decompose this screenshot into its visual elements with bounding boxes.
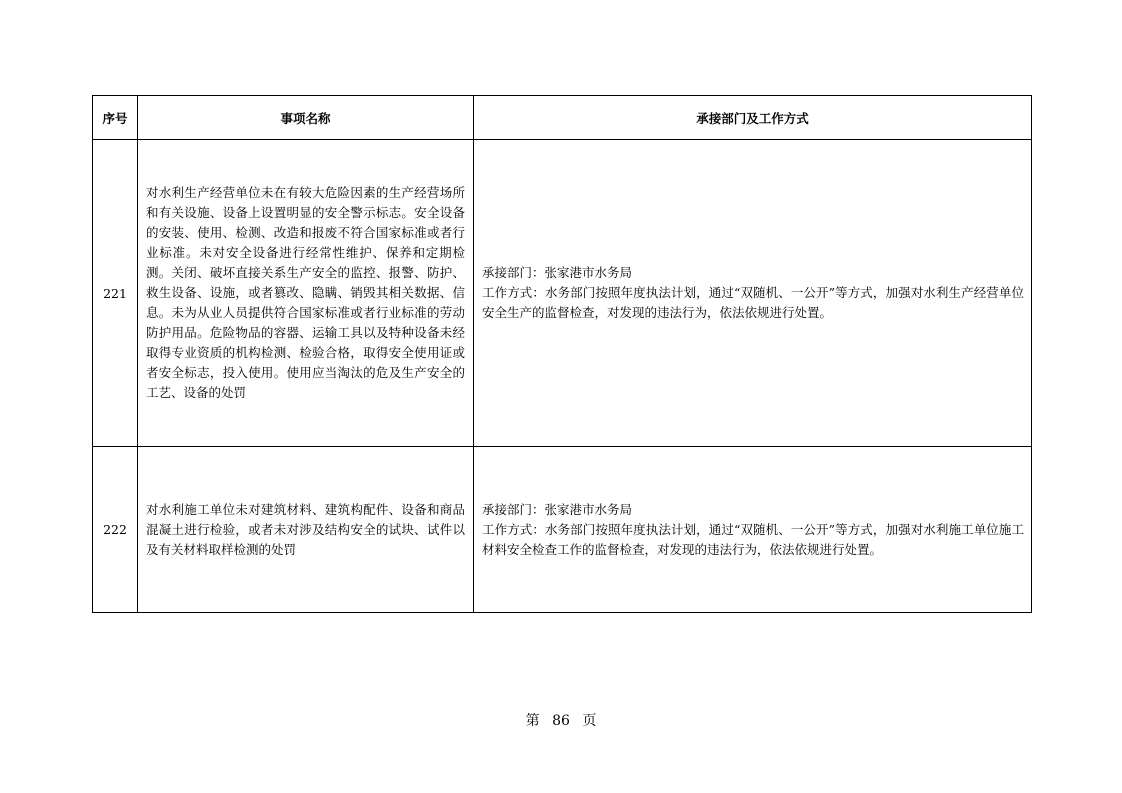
row-item-name-cell <box>138 447 474 613</box>
row-seq: 222 <box>93 447 138 613</box>
page-number: 86 <box>552 713 570 729</box>
row-dept-department: 承接部门：张家港市水务局 <box>482 265 633 280</box>
page-suffix: 页 <box>582 713 597 729</box>
page-prefix: 第 <box>525 713 540 729</box>
header-seq: 序号 <box>93 96 138 140</box>
row-dept-department: 承接部门：张家港市水务局 <box>482 501 633 517</box>
row-item-name-cell <box>138 140 474 447</box>
table-header-row <box>93 96 1032 140</box>
header-item-name: 事项名称 <box>138 96 474 140</box>
row-dept-cell <box>474 447 1032 613</box>
table-row <box>93 447 1032 613</box>
table-row <box>93 140 1032 447</box>
row-dept-cell <box>474 140 1032 447</box>
row-item-name: 对水利施工单位未对建筑材料、建筑构配件、设备和商品混凝土进行检验，或者未对涉及结构安全的试块、试件以及有关材料取样检测的处罚 <box>146 501 465 557</box>
row-dept-method: 工作方式：水务部门按照年度执法计划，通过“双随机、一公开”等方式，加强对水利施工单位施工材料安全检查工作的监督检查，对发现的违法行为，依法依规进行处置。 <box>482 521 1024 557</box>
row-seq: 221 <box>93 140 138 447</box>
page-footer <box>0 710 1122 730</box>
items-table <box>92 95 1032 613</box>
header-dept-method: 承接部门及工作方式 <box>474 96 1032 140</box>
row-item-name: 对水利生产经营单位未在有较大危险因素的生产经营场所和有关设施、设备上设置明显的安全警示标志。安全设备的安装、使用、检测、改造和报废不符合国家标准或者行业标准。未对安全设备进行经常性维护、保养和定期检测。关闭、破坏直接关系生产安全的监控、报警、防护、救生设备、设施，或者篡改、隐瞒、销毁其相关数据、信息。未为从业人员提供符合国家标准或者行业标准的劳动防护用品。危险物品的容器、运输工具以及特种设备未经取得专业资质的机构检测、检验合格，取得安全使用证或者安全标志，投入使用。使用应当淘汰的危及生产安全的工艺、设备的处罚 <box>146 185 465 400</box>
row-dept-method: 工作方式：水务部门按照年度执法计划，通过“双随机、一公开”等方式，加强对水利生产经营单位安全生产的监督检查，对发现的违法行为，依法依规进行处置。 <box>482 285 1024 320</box>
